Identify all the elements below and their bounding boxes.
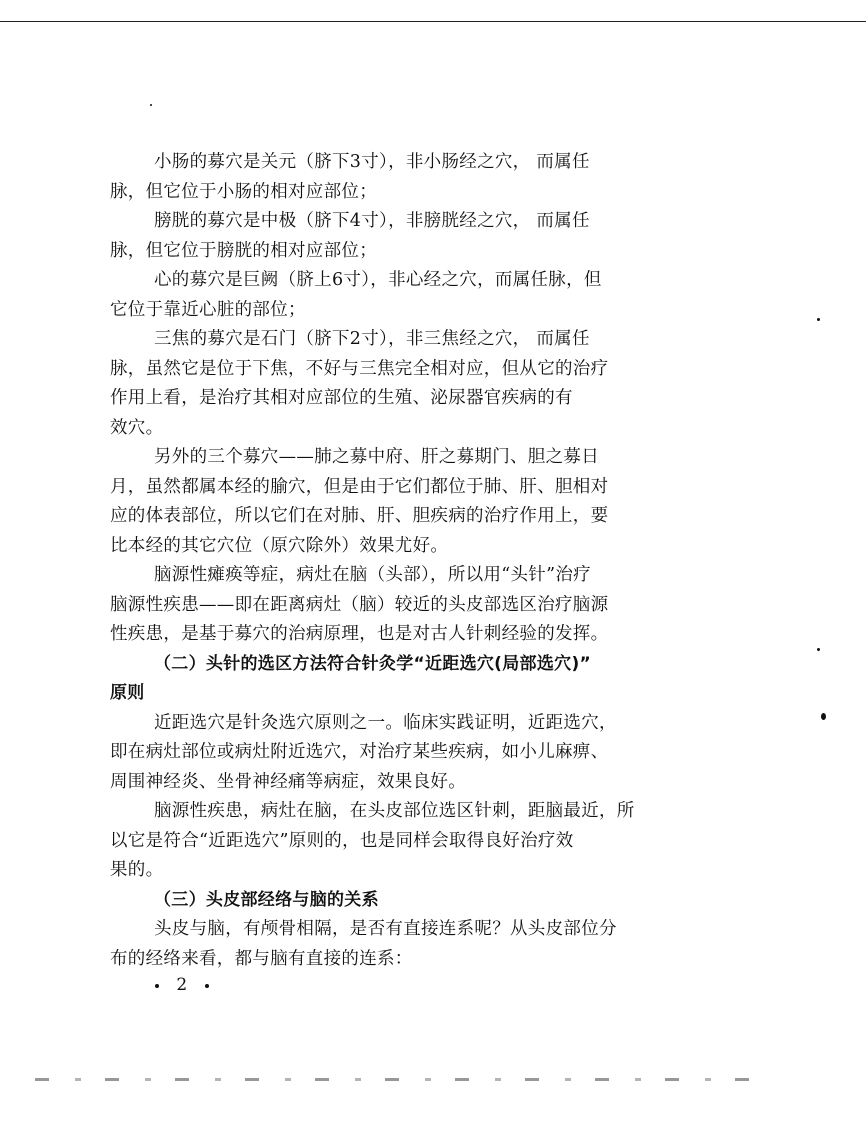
- text-line: 脑源性疾患——即在距离病灶（脑）较近的头皮部选区治疗脑源: [110, 594, 609, 615]
- text-line: 周围神经炎、坐骨神经痛等病症，效果良好。: [110, 771, 466, 792]
- top-rule: [0, 21, 866, 22]
- text-line: 脑源性疾患，病灶在脑，在头皮部位选区针刺，距脑最近，所: [154, 801, 635, 821]
- section-heading-line: （三）头皮部经络与脑的关系: [154, 889, 379, 910]
- text-line: 果的。: [110, 860, 164, 880]
- text-line: 布的经络来看，都与脑有直接的连系：: [110, 948, 413, 969]
- body-text: [110, 148, 722, 974]
- text-line: 心的募穴是巨阙（脐上6寸），非心经之穴，而属任脉，但: [154, 270, 602, 290]
- scan-speck: [821, 713, 826, 720]
- text-line: 膀胱的募穴是中极（脐下4寸），非膀胱经之穴， 而属任: [154, 211, 590, 231]
- bullet-dot: [155, 984, 159, 988]
- bottom-scan-artifact: [35, 1078, 755, 1081]
- text-line: 小肠的募穴是关元（脐下3寸），非小肠经之穴， 而属任: [154, 152, 590, 172]
- text-line: 头皮与脑，有颅骨相隔，是否有直接连系呢？从头皮部位分: [154, 919, 617, 939]
- text-line: 脉，但它位于膀胱的相对应部位；: [110, 240, 377, 261]
- text-line: 脉，虽然它是位于下焦，不好与三焦完全相对应，但从它的治疗: [110, 358, 609, 379]
- text-line: 另外的三个募穴——肺之募中府、肝之募期门、胆之募日: [154, 447, 599, 467]
- text-line: 应的体表部位，所以它们在对肺、肝、胆疾病的治疗作用上，要: [110, 506, 609, 526]
- text-line: 月，虽然都属本经的腧穴，但是由于它们都位于肺、肝、胆相对: [110, 476, 609, 497]
- text-line: 近距选穴是针灸选穴原则之一。临床实践证明，近距选穴，: [154, 712, 617, 733]
- page-number: 2: [176, 975, 188, 995]
- text-line: 即在病灶部位或病灶附近选穴，对治疗某些疾病，如小儿麻痹、: [110, 742, 609, 762]
- text-line: 脉，但它位于小肠的相对应部位；: [110, 181, 377, 202]
- text-line: 效穴。: [110, 417, 164, 438]
- scan-speck: [817, 648, 820, 651]
- scan-speck: [817, 318, 820, 321]
- page-number-footer: [143, 975, 221, 995]
- text-line: 性疾患，是基于募穴的治病原理，也是对古人针刺经验的发挥。: [110, 624, 609, 644]
- text-line: 三焦的募穴是石门（脐下2寸），非三焦经之穴， 而属任: [154, 329, 590, 349]
- text-line: 脑源性瘫痪等症，病灶在脑（头部），所以用“头针”治疗: [154, 565, 591, 585]
- bullet-dot: [205, 984, 209, 988]
- section-heading-line: 原则: [110, 683, 145, 703]
- text-line: 比本经的其它穴位（原穴除外）效果尤好。: [110, 535, 449, 556]
- text-line: 它位于靠近心脏的部位；: [110, 299, 306, 320]
- text-line: 作用上看，是治疗其相对应部位的生殖、泌尿器官疾病的有: [110, 388, 573, 408]
- text-line: 以它是符合“近距选穴”原则的，也是同样会取得良好治疗效: [110, 830, 574, 851]
- section-heading-line: （二）头针的选区方法符合针灸学“近距选穴(局部选穴)”: [154, 653, 591, 674]
- scan-speck: [150, 104, 152, 106]
